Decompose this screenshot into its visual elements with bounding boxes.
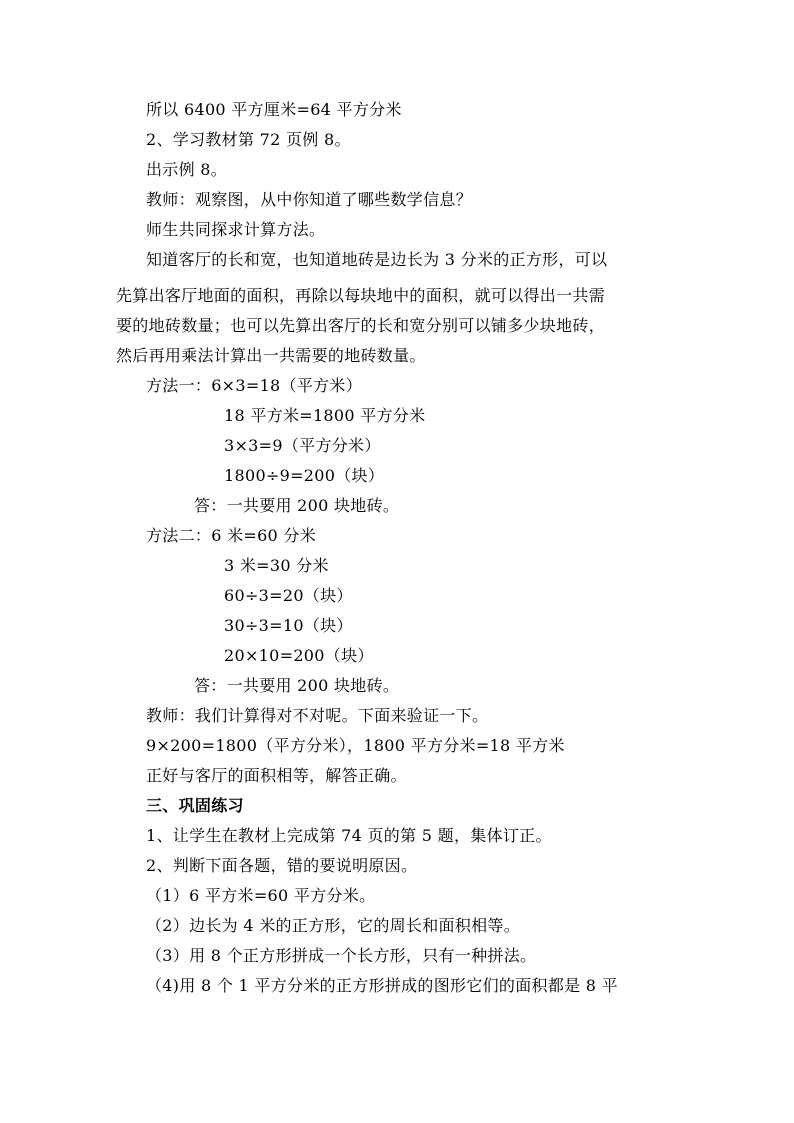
text-line: 1800÷9=200（块） bbox=[224, 466, 385, 485]
text-line: 然后再用乘法计算出一共需要的地砖数量。 bbox=[116, 346, 426, 365]
text-line: 正好与客厅的面积相等，解答正确。 bbox=[146, 766, 407, 785]
text-line: （2）边长为 4 米的正方形，它的周长和面积相等。 bbox=[146, 916, 521, 935]
text-line: 30÷3=10（块） bbox=[224, 616, 353, 635]
text-line: 3 米=30 分米 bbox=[224, 556, 329, 575]
text-line: 3×3=9（平方分米） bbox=[224, 436, 381, 455]
text-line: 1、让学生在教材上完成第 74 页的第 5 题，集体订正。 bbox=[146, 826, 552, 845]
text-line: 教师：我们计算得对不对呢。下面来验证一下。 bbox=[146, 706, 489, 725]
text-line: （4)用 8 个 1 平方分米的正方形拼成的图形它们的面积都是 8 平 bbox=[146, 976, 618, 995]
text-line: 60÷3=20（块） bbox=[224, 586, 353, 605]
text-line: 方法一：6×3=18（平方米） bbox=[146, 376, 363, 395]
text-line: （3）用 8 个正方形拼成一个长方形，只有一种拼法。 bbox=[146, 946, 537, 965]
text-line: 教师：观察图，从中你知道了哪些数学信息？ bbox=[146, 190, 473, 209]
text-line: 答：一共要用 200 块地砖。 bbox=[194, 496, 400, 515]
text-line: 方法二：6 米=60 分米 bbox=[146, 526, 317, 545]
text-line: 要的地砖数量；也可以先算出客厅的长和宽分别可以铺多少块地砖， bbox=[116, 316, 606, 335]
text-line: 先算出客厅地面的面积，再除以每块地中的面积，就可以得出一共需 bbox=[116, 286, 606, 305]
text-line: 师生共同探求计算方法。 bbox=[146, 220, 326, 239]
text-line: 出示例 8。 bbox=[146, 160, 228, 179]
text-line: 2、学习教材第 72 页例 8。 bbox=[146, 130, 351, 149]
text-line: （1）6 平方米=60 平方分米。 bbox=[146, 886, 376, 905]
text-line: 知道客厅的长和宽，也知道地砖是边长为 3 分米的正方形，可以 bbox=[146, 250, 608, 269]
text-line: 所以 6400 平方厘米=64 平方分米 bbox=[146, 100, 402, 119]
text-line: 答：一共要用 200 块地砖。 bbox=[194, 676, 400, 695]
section-heading: 三、巩固练习 bbox=[146, 796, 244, 815]
text-line: 2、判断下面各题，错的要说明原因。 bbox=[146, 856, 418, 875]
text-line: 18 平方米=1800 平方分米 bbox=[224, 406, 426, 425]
text-line: 9×200=1800（平方分米），1800 平方分米=18 平方米 bbox=[146, 736, 565, 755]
text-line: 20×10=200（块） bbox=[224, 646, 374, 665]
